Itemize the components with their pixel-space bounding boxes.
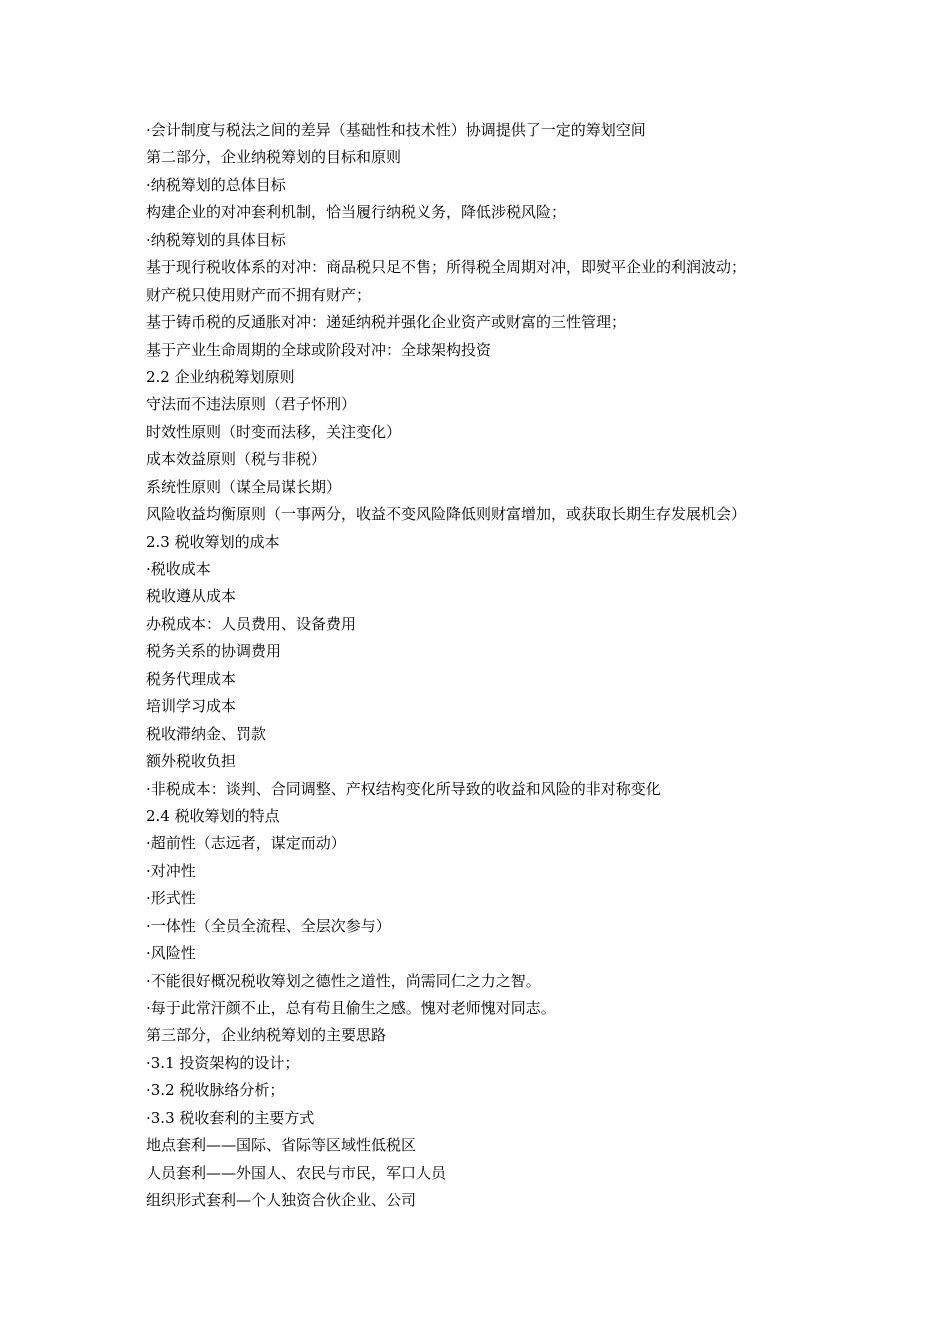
text-line: ·会计制度与税法之间的差异（基础性和技术性）协调提供了一定的筹划空间 <box>146 121 646 139</box>
text-line: 系统性原则（谋全局谋长期） <box>146 477 342 496</box>
text-line: 财产税只使用财产而不拥有财产； <box>146 285 372 304</box>
section-heading: 第二部分，企业纳税筹划的目标和原则 <box>146 148 402 167</box>
bullet-item: ·非税成本：谈判、合同调整、产权结构变化所导致的收益和风险的非对称变化 <box>146 779 661 798</box>
subsection-heading: 2.2 企业纳税筹划原则 <box>146 367 295 386</box>
text-line: 基于铸币税的反通胀对冲：递延纳税并强化企业资产或财富的三性管理； <box>146 313 627 332</box>
text-line: 组织形式套利—个人独资合伙企业、公司 <box>146 1191 417 1210</box>
bullet-item: ·3.1 投资架构的设计； <box>146 1053 300 1072</box>
bullet-item: ·每于此常汗颜不止，总有苟且偷生之感。愧对老师愧对同志。 <box>146 999 556 1017</box>
text-line: 风险收益均衡原则（一事两分，收益不变风险降低则财富增加，或获取长期生存发展机会） <box>146 505 747 524</box>
bullet-item: ·超前性（志远者，谋定而动） <box>146 834 346 853</box>
text-line: 办税成本：人员费用、设备费用 <box>146 614 357 633</box>
bullet-item: ·3.2 税收脉络分析； <box>146 1081 285 1100</box>
text-line: 守法而不违法原则（君子怀刑） <box>146 395 357 414</box>
bullet-item: ·形式性 <box>146 889 196 908</box>
document-body <box>146 117 846 1215</box>
subsection-heading: 2.3 税收筹划的成本 <box>146 532 280 551</box>
text-line: 人员套利——外国人、农民与市民，军口人员 <box>146 1163 447 1182</box>
bullet-item: ·风险性 <box>146 944 196 963</box>
text-line: 基于产业生命周期的全球或阶段对冲：全球架构投资 <box>146 340 492 359</box>
text-line: 成本效益原则（税与非税） <box>146 450 327 469</box>
bullet-item: ·一体性（全员全流程、全层次参与） <box>146 916 391 935</box>
text-line: 税务代理成本 <box>146 669 237 688</box>
bullet-item: ·不能很好概况税收筹划之德性之道性，尚需同仁之力之智。 <box>146 971 541 990</box>
text-line: 基于现行税收体系的对冲：商品税只足不售；所得税全周期对冲，即熨平企业的利润波动； <box>146 258 747 277</box>
text-line: 税收遵从成本 <box>146 587 237 606</box>
text-line: 税务关系的协调费用 <box>146 642 282 661</box>
text-line: 地点套利——国际、省际等区域性低税区 <box>146 1136 417 1155</box>
bullet-item: ·3.3 税收套利的主要方式 <box>146 1108 315 1127</box>
text-line: 税收滞纳金、罚款 <box>146 724 267 743</box>
text-line: 时效性原则（时变而法移，关注变化） <box>146 422 402 441</box>
text-line: 培训学习成本 <box>146 697 237 716</box>
bullet-item: ·纳税筹划的总体目标 <box>146 175 286 194</box>
bullet-item: ·税收成本 <box>146 560 211 578</box>
subsection-heading: 2.4 税收筹划的特点 <box>146 806 280 825</box>
text-line: 构建企业的对冲套利机制，恰当履行纳税义务，降低涉税风险； <box>146 203 567 222</box>
text-line: 额外税收负担 <box>146 752 237 771</box>
bullet-item: ·纳税筹划的具体目标 <box>146 230 286 249</box>
bullet-item: ·对冲性 <box>146 861 196 880</box>
section-heading: 第三部分，企业纳税筹划的主要思路 <box>146 1026 387 1045</box>
